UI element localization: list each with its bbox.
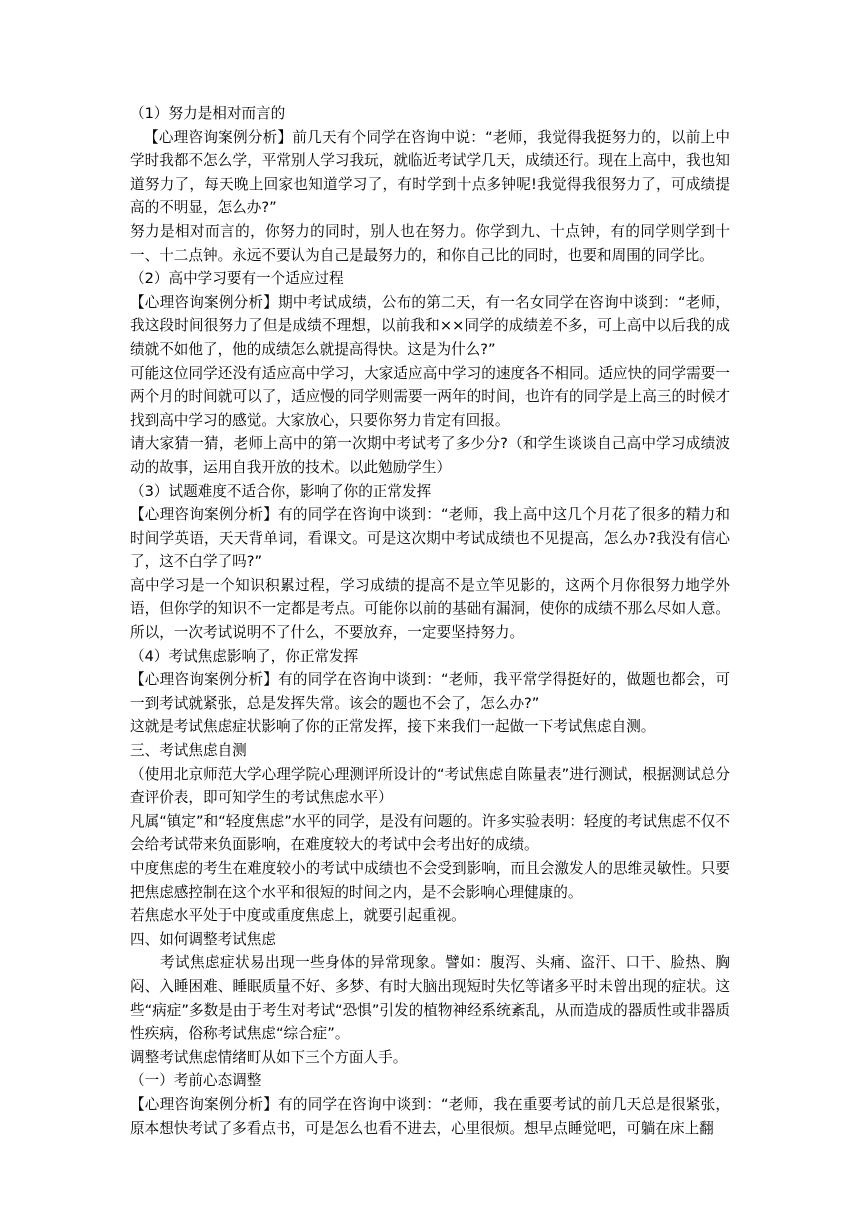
case-analysis-paragraph: 【心理咨询案例分析】有的同学在咨询中谈到：“老师，我上高中这几个月花了很多的精力和时间学英语，天天背单词，看课文。可是这次期中考试成绩也不见提高，怎么办?我没有信心了，这不白学了吗?”	[130, 506, 730, 571]
case-analysis-paragraph: 【心理咨询案例分析】有的同学在咨询中谈到：“老师，我在重要考试的前几天总是很紧张，原本想快考试了多看点书，可是怎么也看不进去，心里很烦。想早点睡觉吧，可躺在床上翻	[130, 1095, 730, 1137]
section-heading-test-anxiety-self-test: 三、考试焦虑自测	[130, 742, 247, 760]
case-analysis-paragraph: 【心理咨询案例分析】前几天有个同学在咨询中说：“老师，我觉得我挺努力的，以前上中学时我都不怎么学，平常别人学习我玩，就临近考试学几天，成绩还行。现在上高中，我也知道努力了，每天晚上回家也知道学习了，有时学到十点多钟呢!我觉得我很努力了，可成绩提高的不明显，怎么办?”	[130, 128, 730, 217]
body-paragraph: 若焦虑水平处于中度或重度焦虑上，就要引起重视。	[130, 907, 466, 925]
section-heading-adjust-anxiety: 四、如何调整考试焦虑	[130, 930, 276, 948]
body-paragraph: 中度焦虑的考生在难度较小的考试中成绩也不会受到影响，而且会激发人的思维灵敏性。只要把焦虑感控制在这个水平和很短的时间之内，是不会影响心理健康的。	[130, 860, 730, 901]
body-paragraph: 可能这位同学还没有适应高中学习，大家适应高中学习的速度各不相同。适应快的同学需要一两个月的时间就可以了，适应慢的同学则需要一两年的时间，也许有的同学是上高三的时候才找到高中学习的感觉。大家放心，只要你努力肯定有回报。	[130, 364, 730, 429]
subsection-heading-pre-exam: （一）考前心态调整	[130, 1072, 262, 1090]
document-page	[130, 102, 730, 1140]
section-heading-3: （3）试题难度不适合你，影响了你的正常发挥	[130, 482, 432, 500]
body-paragraph: 请大家猜一猜，老师上高中的第一次期中考试考了多少分?（和学生谈谈自己高中学习成绩波动的故事，运用自我开放的技术。以此勉励学生）	[130, 435, 730, 476]
body-paragraph: 努力是相对而言的，你努力的同时，别人也在努力。你学到九、十点钟，有的同学则学到十一、十二点钟。永远不要认为自己是最努力的，和你自己比的同时，也要和周围的同学比。	[130, 222, 730, 264]
section-heading-4: （4）考试焦虑影响了，你正常发挥	[130, 647, 359, 665]
body-paragraph: 高中学习是一个知识积累过程，学习成绩的提高不是立竿见影的，这两个月你很努力地学外语，但你学的知识不一定都是考点。可能你以前的基础有漏洞，使你的成绩不那么尽如人意。所以，一次考试说明不了什么，不要放弃，一定要坚持努力。	[130, 576, 730, 642]
body-paragraph: 凡属“镇定”和“轻度焦虑”水平的同学，是没有问题的。许多实验表明：轻度的考试焦虑不仅不会给考试带来负面影响，在难度较大的考试中会考出好的成绩。	[130, 812, 730, 854]
body-paragraph: 考试焦虑症状易出现一些身体的异常现象。譬如：腹泻、头痛、盗汗、口干、脸热、胸闷、入睡困难、睡眠质量不好、多梦、有时大脑出现短时失忆等诸多平时未曾出现的症状。这些“病症”多数是由于考生对考试“恐惧”引发的植物神经系统紊乱，从而造成的器质性或非器质性疾病，俗称考试焦虑“综合症”。	[130, 954, 730, 1043]
section-heading-2: （2）高中学习要有一个适应过程	[130, 270, 344, 288]
section-heading-1: （1）努力是相对而言的	[130, 105, 286, 122]
body-paragraph: 这就是考试焦虑症状影响了你的正常发挥，接下来我们一起做一下考试焦虑自测。	[130, 718, 656, 736]
body-paragraph: 调整考试焦虑情绪町从如下三个方面人手。	[130, 1048, 408, 1066]
case-analysis-paragraph: 【心理咨询案例分析】有的同学在咨询中谈到：“老师，我平常学得挺好的，做题也都会，可一到考试就紧张，总是发挥失常。该会的题也不会了，怎么办?”	[130, 671, 730, 712]
case-analysis-paragraph: 【心理咨询案例分析】期中考试成绩，公布的第二天，有一名女同学在咨询中谈到：“老师，我这段时间很努力了但是成绩不理想，以前我和××同学的成绩差不多，可上高中以后我的成绩就不如他了，他的成绩怎么就提高得快。这是为什么?”	[130, 293, 730, 358]
body-paragraph: （使用北京师范大学心理学院心理测评所设计的“考试焦虑自陈量表”进行测试，根据测试总分查评价表，即可知学生的考试焦虑水平）	[130, 765, 730, 807]
